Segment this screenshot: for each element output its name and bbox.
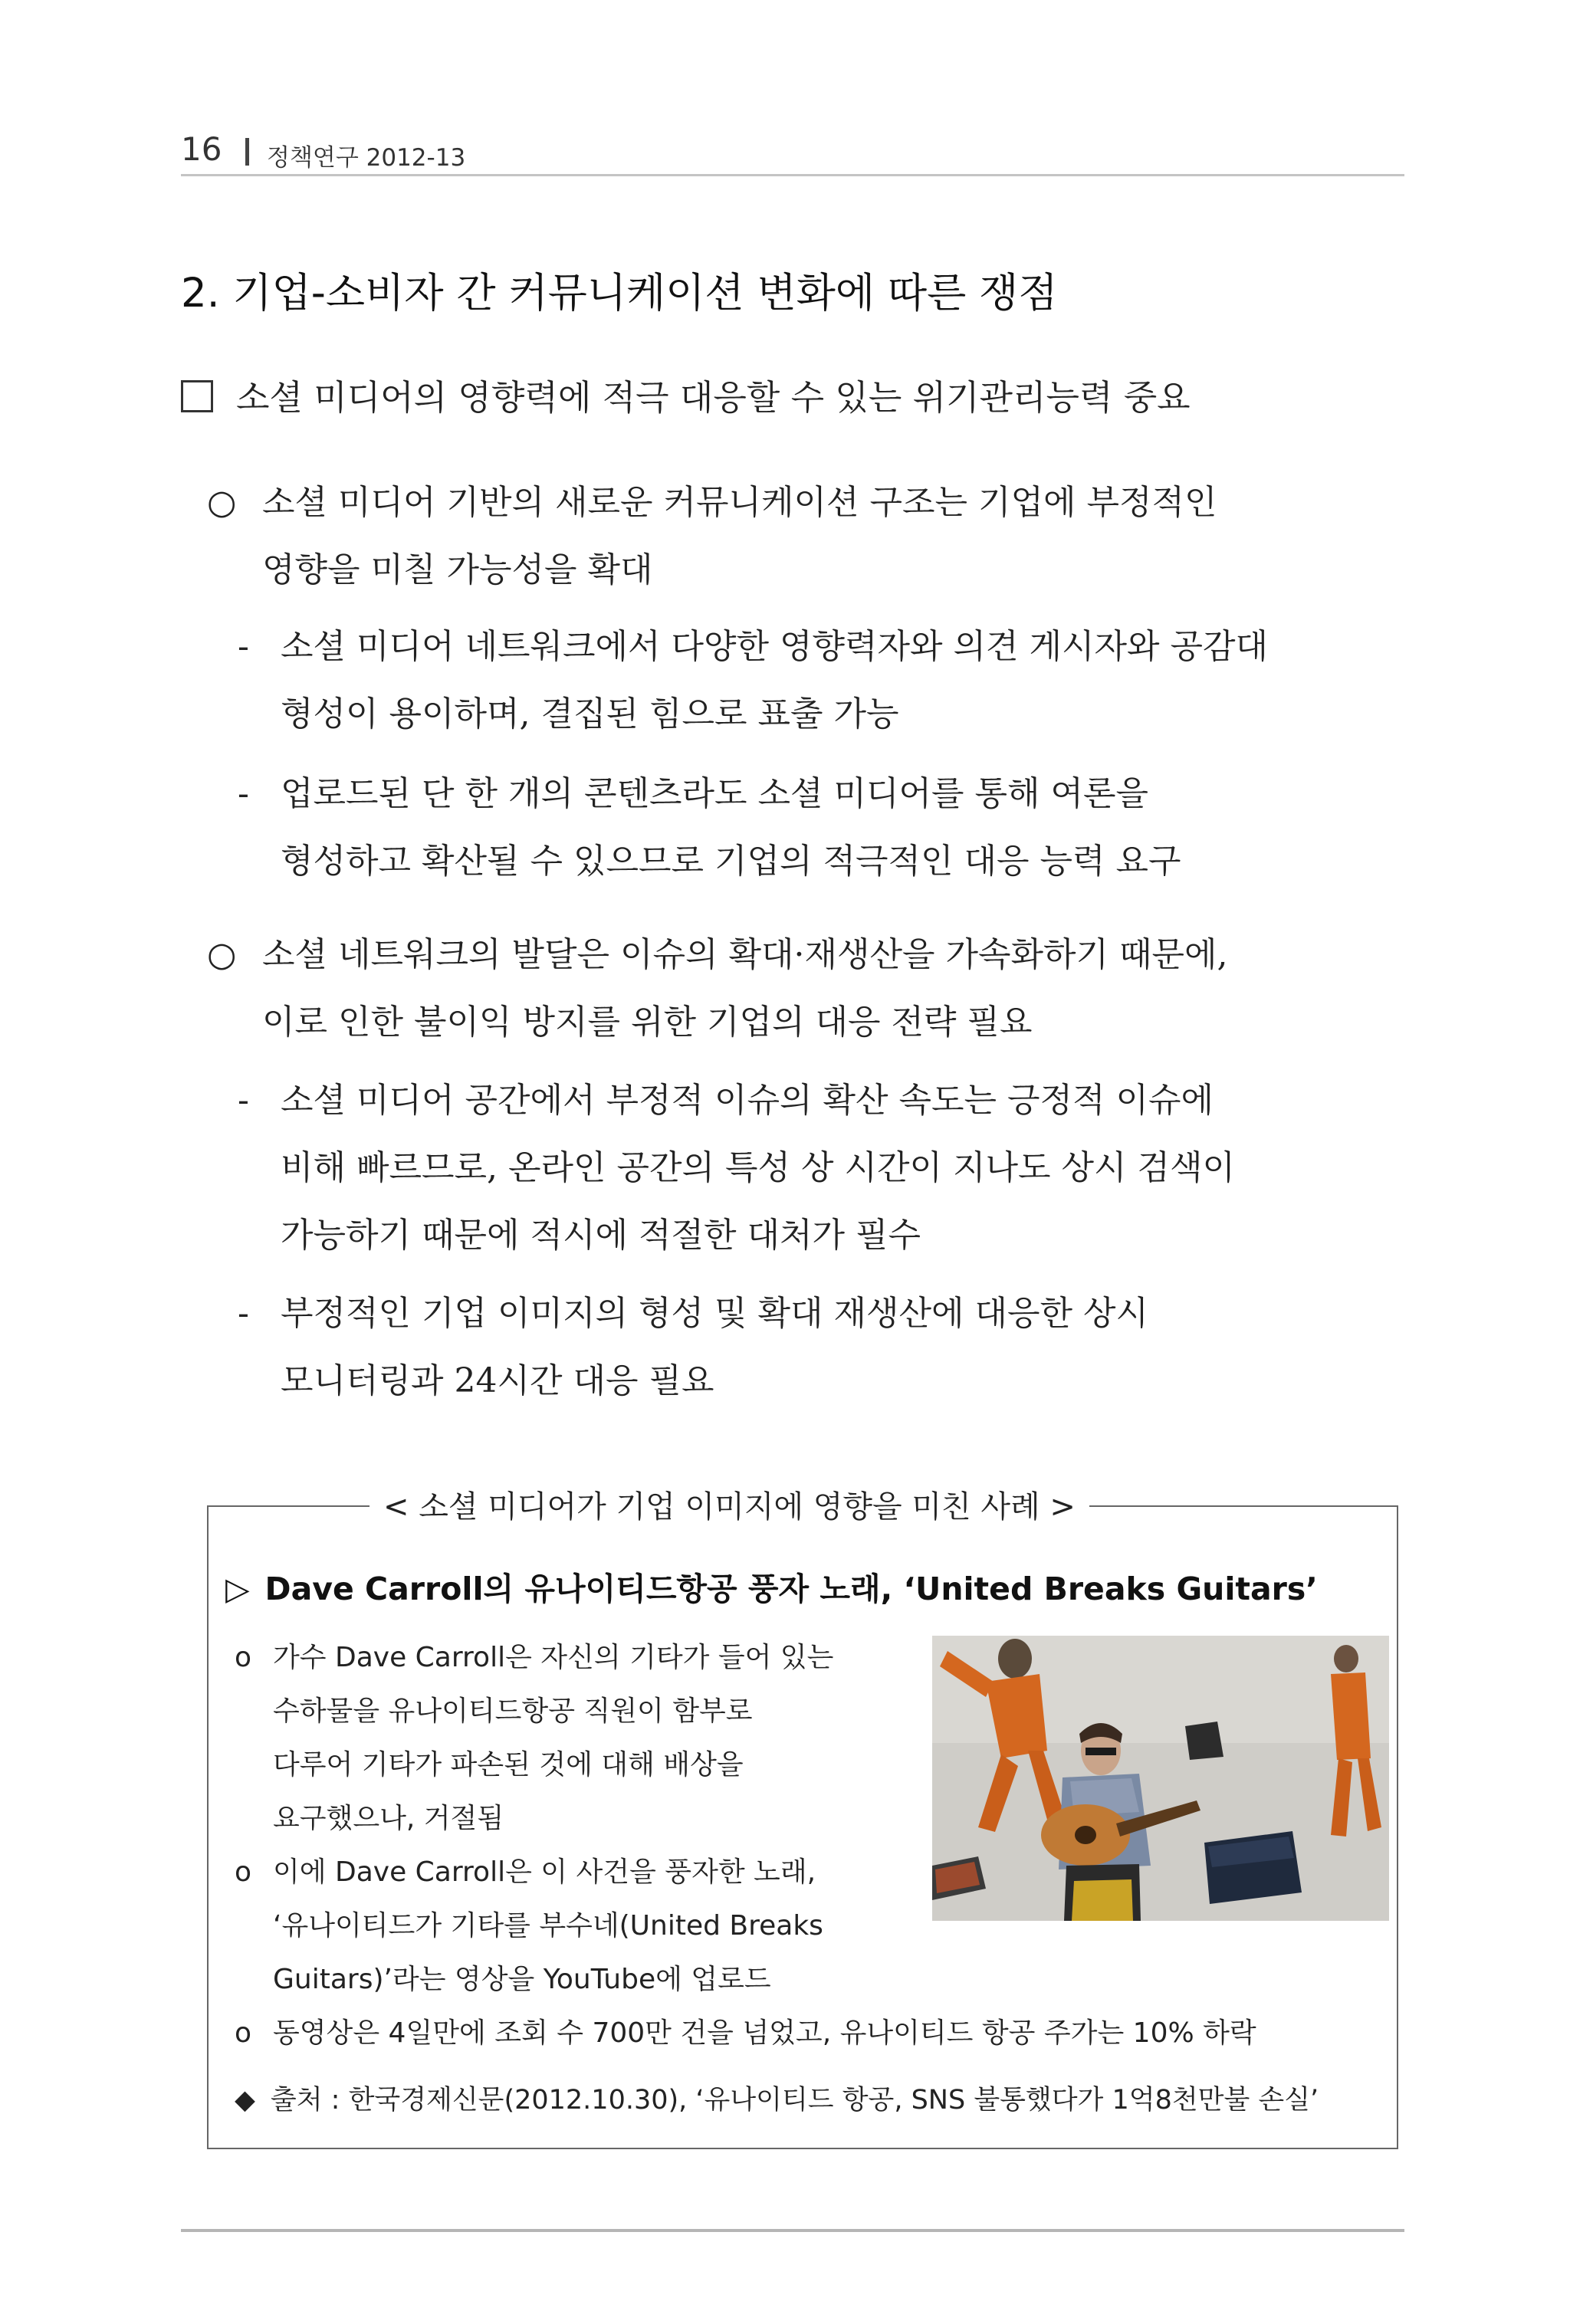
source-citation: [235, 2079, 1319, 2117]
o-bullet: o: [235, 1642, 252, 1673]
case-box-title: < 소셜 미디어가 기업 이미지에 영향을 미친 사례 >: [370, 1482, 1089, 1526]
dash-bullet: -: [238, 1294, 249, 1333]
guitarist-photo: [932, 1636, 1389, 1921]
subpoint-3: [238, 1067, 1411, 1269]
case-item-1: [235, 1631, 909, 1846]
case-item-2-line-1: 이에 Dave Carroll은 이 사건을 풍자한 노래,: [273, 1856, 816, 1888]
point-1-line-2: 영향을 미칠 가능성을 확대: [262, 550, 653, 589]
header-separator: [245, 138, 249, 166]
subpoint-4-line-2: 모니터링과 24시간 대응 필요: [281, 1361, 714, 1400]
subpoint-3-line-2: 비해 빠르므로, 온라인 공간의 특성 상 시간이 지나도 상시 검색이: [281, 1148, 1235, 1187]
dash-bullet: -: [238, 627, 249, 666]
footer-rule: [181, 2229, 1404, 2232]
subpoint-2-line-1: 업로드된 단 한 개의 콘텐츠라도 소셜 미디어를 통해 여론을: [281, 774, 1148, 813]
case-item-2-line-2: ‘유나이티드가 기타를 부수네(United Breaks: [273, 1910, 823, 1942]
main-heading-text: 소셜 미디어의 영향력에 적극 대응할 수 있는 위기관리능력 중요: [236, 377, 1191, 418]
page-header: [181, 129, 1404, 176]
section-title: 2. 기업-소비자 간 커뮤니케이션 변화에 따른 쟁점: [181, 270, 1058, 317]
subpoint-3-line-1: 소셜 미디어 공간에서 부정적 이슈의 확산 속도는 긍정적 이슈에: [281, 1081, 1214, 1120]
checkbox-square-icon: [181, 380, 213, 412]
guitarist-photo-illustration: [932, 1636, 1389, 1921]
point-1-line-1: 소셜 미디어 기반의 새로운 커뮤니케이션 구조는 기업에 부정적인: [262, 483, 1217, 522]
case-heading-text: Dave Carroll의 유나이티드항공 풍자 노래, ‘United Breaks Guitars’: [264, 1571, 1318, 1607]
case-item-1-line-4: 요구했으나, 거절됨: [273, 1803, 504, 1834]
main-heading: [181, 369, 1191, 419]
case-item-1-line-2: 수하물을 유나이티드항공 직원이 함부로: [273, 1695, 753, 1727]
page-number: 16: [181, 130, 222, 168]
case-item-2: [235, 1846, 909, 2007]
subpoint-1-line-1: 소셜 미디어 네트워크에서 다양한 영향력자와 의견 게시자와 공감대: [281, 627, 1269, 666]
point-2-line-1: 소셜 네트워크의 발달은 이슈의 확대·재생산을 가속화하기 때문에,: [262, 935, 1228, 974]
diamond-bullet-icon: ◆: [235, 2085, 255, 2116]
dash-bullet: -: [238, 774, 249, 813]
point-1: [207, 469, 1411, 604]
point-2-line-2: 이로 인한 불이익 방지를 위한 기업의 대응 전략 필요: [262, 1003, 1033, 1042]
subpoint-1-line-2: 형성이 용이하며, 결집된 힘으로 표출 가능: [281, 694, 899, 734]
subpoint-3-line-3: 가능하기 때문에 적시에 적절한 대처가 필수: [281, 1216, 921, 1255]
subpoint-2: [238, 760, 1411, 895]
source-text: 출처 : 한국경제신문(2012.10.30), ‘유나이티드 항공, SNS 불통했다가 1억8천만불 손실’: [270, 2085, 1319, 2116]
subpoint-2-line-2: 형성하고 확산될 수 있으므로 기업의 적극적인 대응 능력 요구: [281, 842, 1181, 881]
o-bullet: o: [235, 2017, 252, 2049]
dash-bullet: -: [238, 1081, 249, 1120]
o-bullet: o: [235, 1856, 252, 1888]
subpoint-1: [238, 613, 1411, 748]
case-item-1-line-3: 다루어 기타가 파손된 것에 대해 배상을: [273, 1749, 744, 1781]
case-item-3: [235, 2007, 1256, 2060]
triangle-right-icon: ▷: [225, 1571, 250, 1607]
publication-title: 정책연구 2012-13: [267, 144, 466, 172]
subpoint-4-line-1: 부정적인 기업 이미지의 형성 및 확대 재생산에 대응한 상시: [281, 1294, 1148, 1333]
case-heading: [225, 1564, 1318, 1609]
point-2: [207, 921, 1411, 1056]
case-item-1-line-1: 가수 Dave Carroll은 자신의 기타가 들어 있는: [273, 1642, 834, 1673]
case-study-box: [207, 1489, 1398, 2149]
circle-bullet-icon: ○: [207, 935, 237, 974]
circle-bullet-icon: ○: [207, 483, 237, 522]
case-item-3-line-1: 동영상은 4일만에 조회 수 700만 건을 넘었고, 유나이티드 항공 주가는 10% 하락: [273, 2017, 1256, 2049]
case-item-2-line-3: Guitars)’라는 영상을 YouTube에 업로드: [273, 1964, 771, 1995]
subpoint-4: [238, 1280, 1411, 1415]
